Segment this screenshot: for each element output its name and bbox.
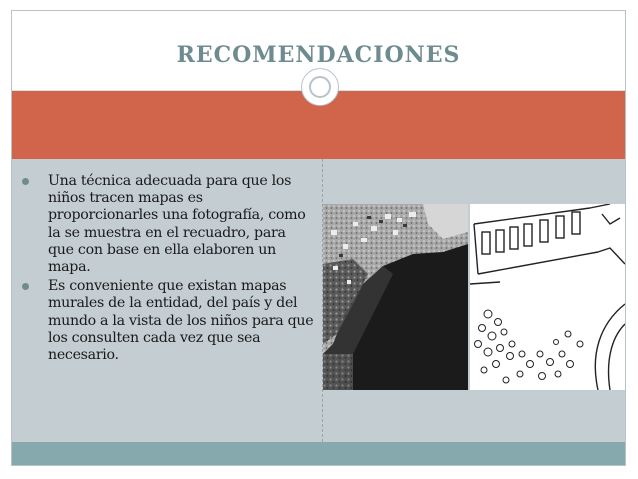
bullet-dot-icon <box>22 283 29 290</box>
bullet-item <box>18 278 314 364</box>
bullet-text: Es conveniente que existan mapas murales de la entidad, del país y del mundo a la vista de los niños para que los consulten cada vez que sea necesario. <box>48 278 314 364</box>
bullet-item <box>18 173 314 276</box>
aerial-photo <box>323 204 468 390</box>
bullet-text: Una técnica adecuada para que los niños tracen mapas es proporcionarles una fotografía, como la se muestra en el recuadro, para que con base en ella elaboren un mapa. <box>48 173 306 276</box>
slide-title: RECOMENDACIONES <box>176 42 461 68</box>
circle-ornament-icon <box>301 68 339 106</box>
map-sketch <box>470 204 625 390</box>
circle-ornament-inner <box>309 76 331 98</box>
bullet-list <box>18 173 314 366</box>
aerial-photo-graphic <box>323 204 468 390</box>
bullet-dot-icon <box>22 178 29 185</box>
map-sketch-graphic <box>470 204 625 390</box>
